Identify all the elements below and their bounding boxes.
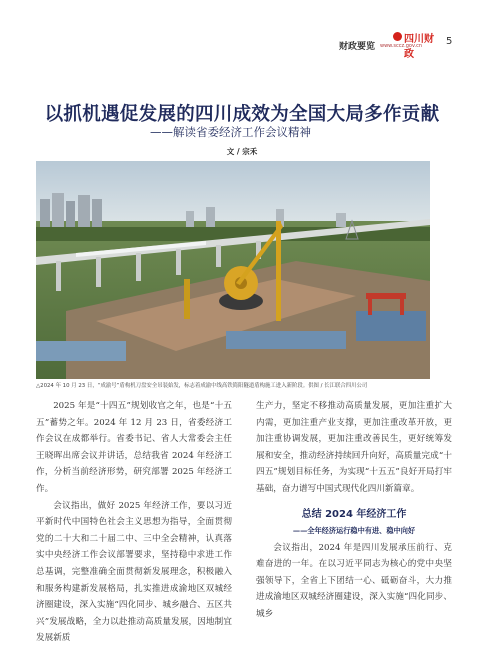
construction-site-image bbox=[36, 161, 430, 379]
photo-caption: △2024 年 10 月 23 日，“成渝号”盾构机刀盘安全吊装始发，标志着成渝中线高铁简阳隧道盾构施工进入新阶段。供图 / 长江联合四川公司 bbox=[36, 383, 368, 389]
body-paragraph: 会议指出，2024 年是四川发展承压前行、克难奋进的一年。在以习近平同志为核心的党中央坚强领导下，全省上下团结一心、砥砺奋斗，大力推进成渝地区双城经济圈建设，深入实施“四化同步、城乡 bbox=[256, 542, 452, 619]
body-paragraph: 生产力，坚定不移推动高质量发展，更加注重扩大内需，更加注重产业支撑，更加注重改革开放，更加注重协调发展，更加注重改善民生，更好统筹发展和安全，推动经济持续回升向好，高质量完成“十四五”规划目标任务，为实现“十五五”良好开局打牢基础，奋力谱写中国式现代化四川新篇章。 bbox=[256, 401, 452, 494]
section-label: 财政要览 bbox=[339, 42, 376, 52]
section-subheading: ——全年经济运行稳中有进、稳中向好 bbox=[292, 525, 416, 535]
article-photo bbox=[36, 161, 430, 379]
article-title: 以抓机遇促发展的四川成效为全国大局多作贡献 bbox=[44, 104, 440, 125]
body-paragraph: 2025 年是“十四五”规划收官之年，也是“十五五”蓄势之年。2024 年 12 月 23 日，省委经济工作会议在成都举行。省委书记、省人大常委会主任王晓晖出席会议并讲话，总结我省 2024 年经济工作，分析当前经济形势，研究部署 2025 年经济工作。 bbox=[36, 401, 232, 494]
logo-text: 四川财政 bbox=[404, 34, 434, 60]
section-heading: 总结 2024 年经济工作 bbox=[301, 508, 407, 520]
body-column-left bbox=[36, 398, 232, 647]
magazine-logo bbox=[380, 30, 440, 60]
logo-url: www.sccz.gov.cn bbox=[380, 43, 423, 49]
page-header bbox=[0, 26, 484, 60]
body-column-right bbox=[256, 398, 452, 623]
logo-icon bbox=[393, 32, 402, 41]
page-number: 5 bbox=[446, 36, 453, 47]
article-author: 文 / 宗禾 bbox=[226, 147, 258, 156]
body-paragraph: 会议指出，做好 2025 年经济工作，要以习近平新时代中国特色社会主义思想为指导，全面贯彻党的二十大和二十届二中、三中全会精神，认真落实中央经济工作会议部署要求，坚持稳中求进工作总基调，完整准确全面贯彻新发展理念，积极融入和服务构建新发展格局，扎实推进成渝地区双城经济圈建设，深入实施“四化同步、城乡融合、五区共兴”发展战略，全力以赴推动高质量发展，因地制宜发展新质 bbox=[36, 500, 232, 644]
article-subtitle: ——解读省委经济工作会议精神 bbox=[150, 125, 311, 139]
